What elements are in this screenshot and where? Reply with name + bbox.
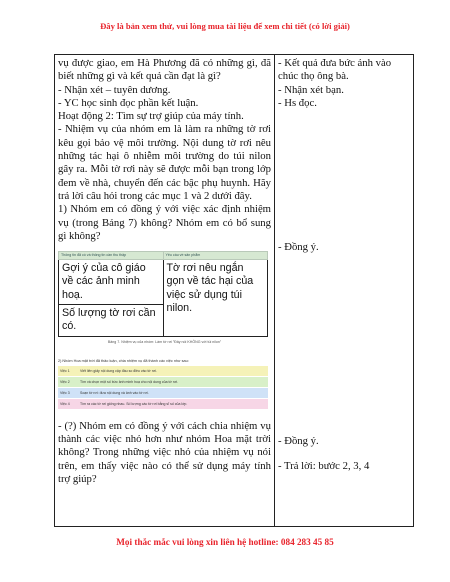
hotline-notice: Mọi thắc mắc vui lòng xin liên hệ hotline: 084 283 45 85	[116, 537, 334, 547]
task-row	[58, 399, 268, 409]
activity-2-heading: Hoạt động 2: Tìm sự trợ giúp của máy tính.	[58, 110, 244, 123]
right-line-1: - Kết quả đưa bức ảnh vào chúc thọ ông bà.	[278, 57, 392, 83]
fig-cell: Gợi ý của cô giáo về các ảnh minh hoạ.	[59, 260, 164, 305]
left-paragraph-6: 1) Nhóm em có đồng ý với việc xác định nhiệm vụ (trong Bảng 7) không? Nhóm em có bổ sung gì không?	[58, 203, 271, 242]
task-table	[58, 251, 268, 336]
preview-notice: Đây là bản xem thử, vui lòng mua tài liệu để xem chi tiết (có lời giải)	[100, 21, 350, 31]
right-line-3: - Hs đọc.	[278, 96, 317, 109]
task-text: Viết liên giấy nội dung cập đầu so điều vào tờ rơi.	[80, 368, 157, 373]
task-row	[58, 388, 268, 398]
task-text: Soạn tờ rơi: đưa nội dung và ảnh vào tờ rơi.	[80, 390, 149, 395]
left-paragraph-2: - Nhận xét – tuyên dương.	[58, 83, 171, 96]
student-activity-column	[275, 55, 414, 527]
left-paragraph-1: vụ được giao, em Hà Phương đã có những gì, đã biết những gì và kết quả cần đạt là gì?	[58, 57, 271, 83]
right-line-4: - Đồng ý.	[278, 241, 319, 254]
task-number: Việc 3	[60, 390, 70, 395]
task-number: Việc 2	[60, 379, 70, 384]
right-line-6: - Trả lời: bước 2, 3, 4	[278, 459, 370, 472]
task-number: Việc 4	[60, 401, 70, 406]
task-text: Tìm ra các tờ rơi giống nhau. Số lượng các tờ rơi bằng sĩ số của lớp.	[80, 401, 188, 406]
fig-caption: Bảng 7. Nhiệm vụ của nhóm: Làm tờ rơi "Đây nói KHÔNG với túi nilon"	[107, 339, 222, 344]
task-list	[58, 366, 271, 409]
left-paragraph-5: - Nhiệm vụ của nhóm em là làm ra những tờ rơi kêu gọi bảo vệ môi trường. Nội dung tờ rơi nêu những tác hại ô nhiễm môi trường do túi nilon gây ra. Mỗi tờ rơi này sẽ được mỗi bạn trong lớp đem về nhà, chuyển đến các bậc phụ huynh. Hãy trả lời câu hỏi trong các mục 1 và 2 dưới đây.	[58, 123, 271, 202]
right-line-5: - Đồng ý.	[278, 435, 319, 448]
lesson-table	[54, 54, 414, 527]
teacher-activity-column	[55, 55, 275, 527]
task-row	[58, 366, 268, 376]
fig-col1-header: Thông tin đã có và thông tin cần thu thập	[59, 252, 164, 260]
fig2-title: 2) Nhóm Hoa mặt trời đã thảo luận, chia nhiệm vụ đã thành các việc như sau:	[58, 358, 189, 363]
task-row	[58, 377, 268, 387]
fig-cell: Tờ rơi nêu ngắn gọn về tác hại của việc sử dụng túi nilon.	[163, 260, 268, 336]
fig-cell: Số lượng tờ rơi cần có.	[59, 305, 164, 337]
fig-col2-header: Yêu cầu về sản phẩm	[163, 252, 268, 260]
figure-table-7	[58, 251, 271, 408]
left-paragraph-3: - YC học sinh đọc phần kết luận.	[58, 96, 199, 109]
right-line-2: - Nhận xét bạn.	[278, 83, 344, 96]
task-number: Việc 1	[60, 368, 70, 373]
left-paragraph-7: - (?) Nhóm em có đồng ý với cách chia nhiệm vụ thành các việc nhỏ hơn như nhóm Hoa mặt trời không? Trong những việc nhỏ của nhiệm vụ nói trên, em thấy việc nào có thể sử dụng máy tính trợ giúp?	[58, 419, 271, 485]
task-text: Tìm và chọn một số bức ảnh minh hoạ cho nội dung của tờ rơi.	[80, 379, 178, 384]
